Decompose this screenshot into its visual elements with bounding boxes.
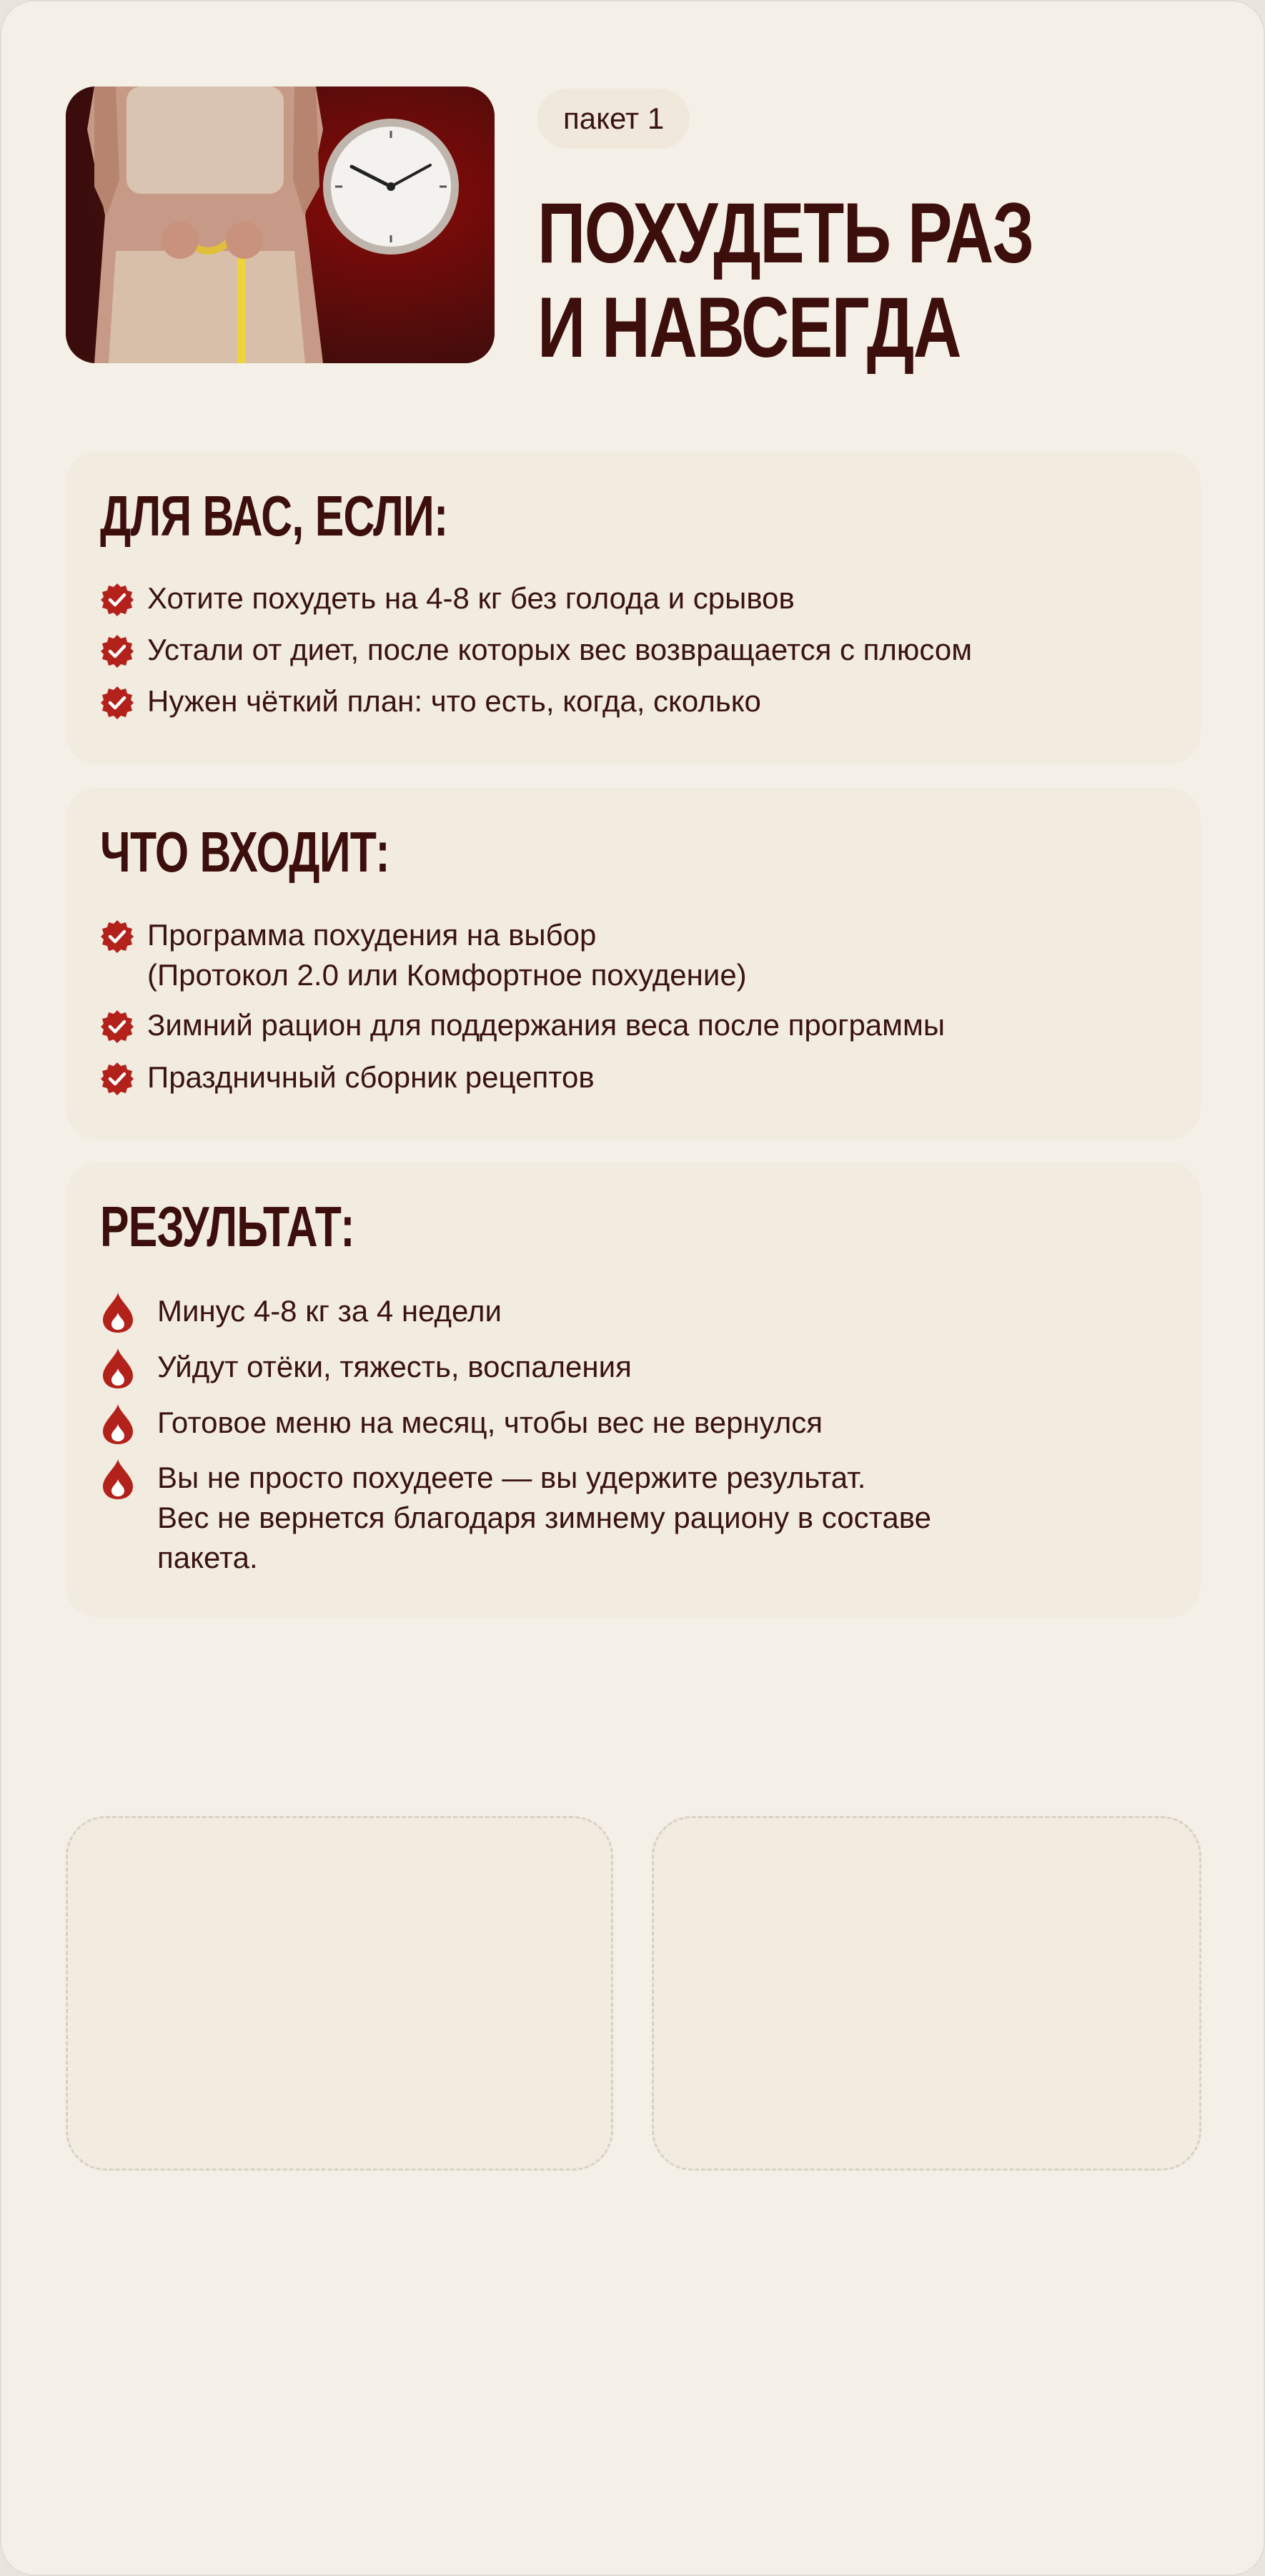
hero-image [66,87,495,363]
section-for-you: ДЛЯ ВАС, ЕСЛИ: Хотите похудеть на 4-8 кг без голода и срывов Устали от диет, после которых вес возвращается с плюсом Нужен чёткий план: что есть, когда, сколько [66,452,1201,764]
section-heading: ЧТО ВХОДИТ: [100,820,390,884]
section-included: ЧТО ВХОДИТ: Программа похудения на выбор (Протокол 2.0 или Комфортное похудение) Зимний рацион для поддержания веса после программы Праздничный сборник рецептов [66,788,1201,1140]
empty-slot-right [652,1816,1201,2171]
page-title: ПОХУДЕТЬ РАЗ И НАВСЕГДА [537,185,1033,375]
badge-check-icon [100,686,134,720]
badge-check-icon [100,919,134,954]
section-heading: РЕЗУЛЬТАТ: [100,1195,354,1258]
drop-icon [101,1403,134,1446]
package-badge: пакет 1 [537,89,690,149]
badge-check-icon [100,1010,134,1044]
badge-check-icon [100,583,134,617]
section-result: РЕЗУЛЬТАТ: Минус 4-8 кг за 4 недели Уйдут отёки, тяжесть, воспаления Готовое меню на месяц, чтобы вес не вернулся Вы не просто похудеете — вы удержите результат. Вес не вернется благодаря зимнему рациону в составе пакета. [66,1163,1201,1617]
drop-icon [101,1291,134,1334]
section-heading: ДЛЯ ВАС, ЕСЛИ: [100,484,448,548]
drop-icon [101,1347,134,1390]
empty-slot-left [66,1816,613,2171]
badge-check-icon [100,1062,134,1096]
drop-icon [101,1458,134,1501]
badge-check-icon [100,634,134,668]
